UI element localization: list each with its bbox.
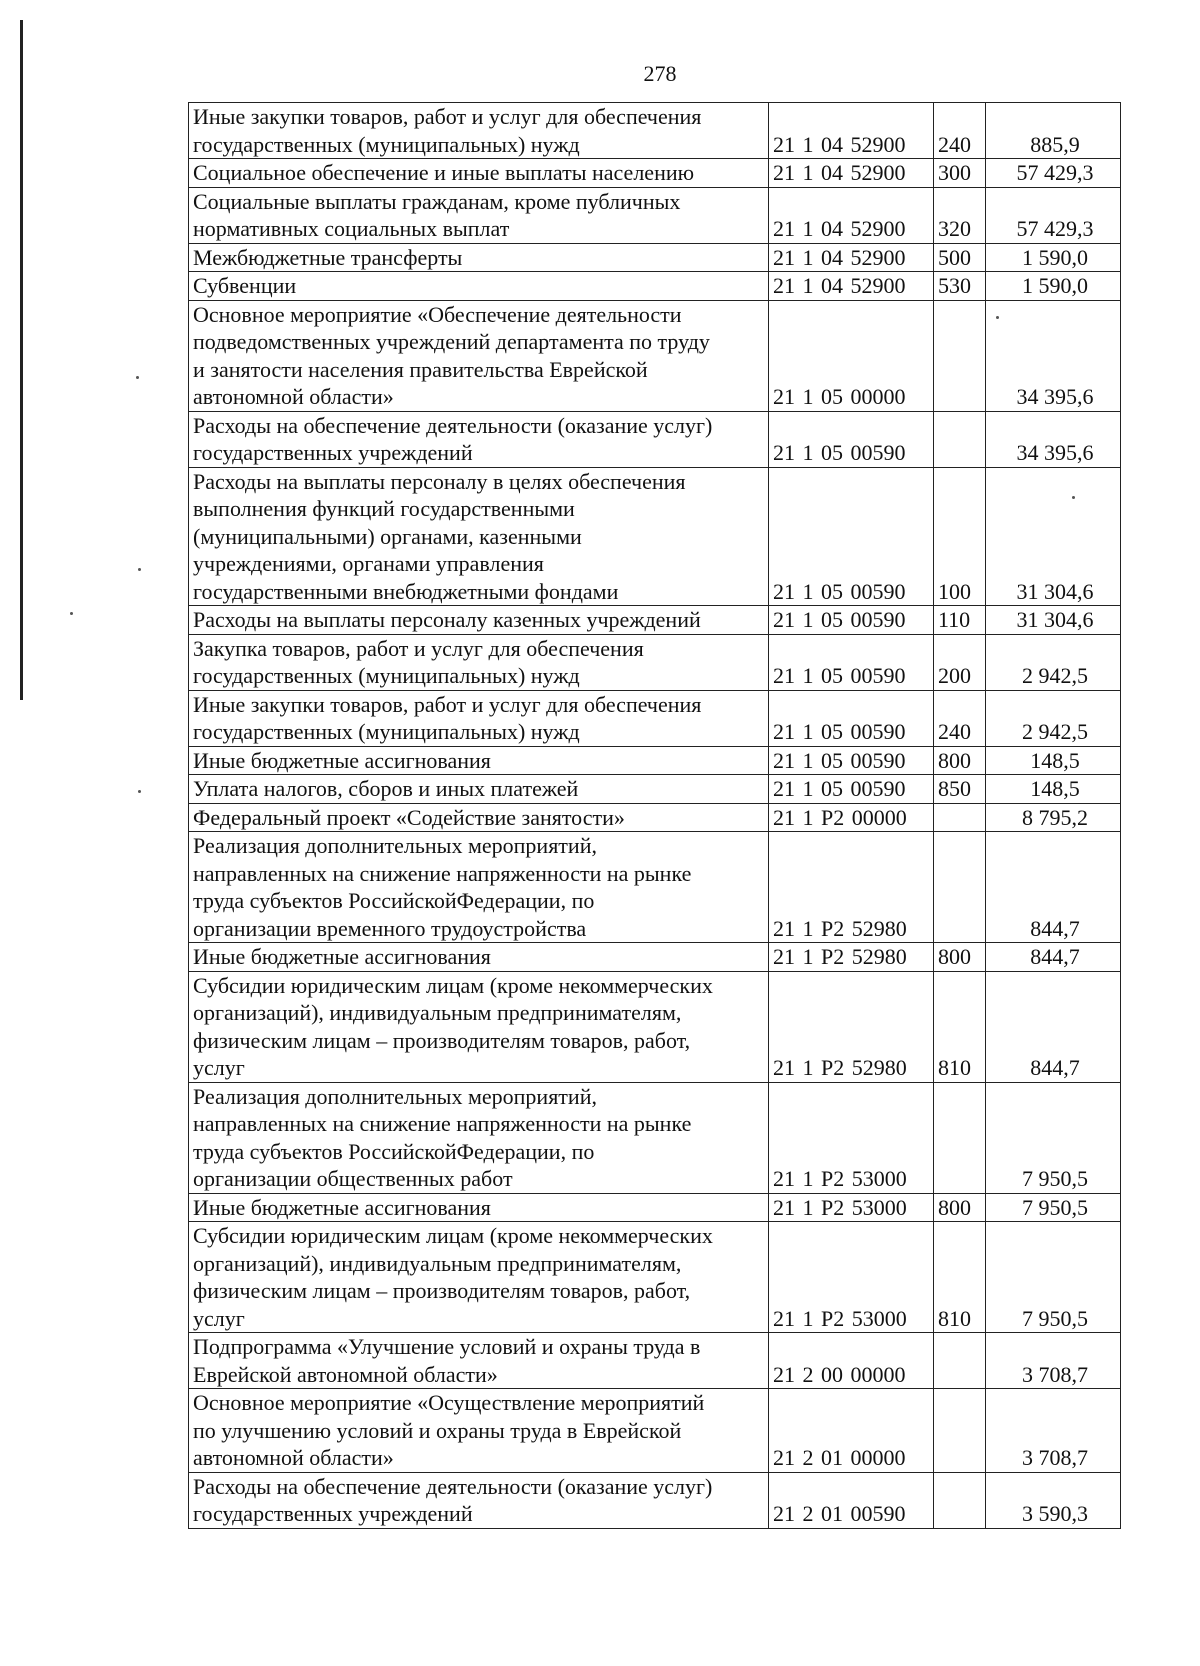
budget-table: [188, 102, 1121, 1529]
table-row: [189, 943, 1121, 972]
target-code-cell: 21 2 00 00000: [769, 1333, 934, 1389]
binder-line: [20, 20, 23, 700]
expense-name-cell: Реализация дополнительных мероприятий, направленных на снижение напряженности на рынке труда субъектов РоссийскойФедерации, по организации общественных работ: [189, 1082, 769, 1193]
target-code-cell: 21 1 05 00590: [769, 467, 934, 606]
expense-name-cell: Основное мероприятие «Обеспечение деятельности подведомственных учреждений департамента по труду и занятости населения правительства Еврейской автономной области»: [189, 300, 769, 411]
amount-cell: 2 942,5: [986, 690, 1121, 746]
target-code-cell: 21 1 P2 52980: [769, 943, 934, 972]
amount-cell: 57 429,3: [986, 159, 1121, 188]
expense-type-cell: 240: [934, 103, 986, 159]
amount-cell: 1 590,0: [986, 243, 1121, 272]
expense-name-cell: Субсидии юридическим лицам (кроме некоммерческих организаций), индивидуальным предпринимателям, физическим лицам – производителям товаров, работ, услуг: [189, 1222, 769, 1333]
expense-type-cell: 530: [934, 272, 986, 301]
expense-type-cell: [934, 1333, 986, 1389]
expense-type-cell: 800: [934, 746, 986, 775]
expense-name-cell: Расходы на выплаты персоналу в целях обеспечения выполнения функций государственными (муниципальными) органами, казенными учреждениями, органами управления государственными внебюджетными фондами: [189, 467, 769, 606]
expense-type-cell: 810: [934, 971, 986, 1082]
table-row: [189, 634, 1121, 690]
target-code-cell: 21 1 05 00590: [769, 634, 934, 690]
target-code-cell: 21 1 05 00000: [769, 300, 934, 411]
table-row: [189, 803, 1121, 832]
target-code-cell: 21 1 P2 00000: [769, 803, 934, 832]
expense-type-cell: 320: [934, 187, 986, 243]
expense-name-cell: Иные бюджетные ассигнования: [189, 746, 769, 775]
table-row: [189, 467, 1121, 606]
scan-speck: [136, 376, 139, 379]
expense-name-cell: Основное мероприятие «Осуществление мероприятий по улучшению условий и охраны труда в Еврейской автономной области»: [189, 1389, 769, 1473]
target-code-cell: 21 1 04 52900: [769, 243, 934, 272]
table-row: [189, 1193, 1121, 1222]
expense-name-cell: Межбюджетные трансферты: [189, 243, 769, 272]
amount-cell: 31 304,6: [986, 467, 1121, 606]
scan-speck: [138, 568, 141, 571]
amount-cell: 844,7: [986, 832, 1121, 943]
table-row: [189, 606, 1121, 635]
target-code-cell: 21 1 05 00590: [769, 411, 934, 467]
target-code-cell: 21 1 05 00590: [769, 746, 934, 775]
table-row: [189, 1082, 1121, 1193]
table-row: [189, 746, 1121, 775]
table-row: [189, 272, 1121, 301]
expense-type-cell: [934, 1389, 986, 1473]
scan-speck: [138, 790, 141, 793]
expense-type-cell: 200: [934, 634, 986, 690]
amount-cell: 2 942,5: [986, 634, 1121, 690]
table-row: [189, 187, 1121, 243]
expense-name-cell: Расходы на выплаты персоналу казенных учреждений: [189, 606, 769, 635]
expense-name-cell: Социальное обеспечение и иные выплаты населению: [189, 159, 769, 188]
expense-type-cell: [934, 1472, 986, 1528]
budget-table-body: [189, 103, 1121, 1529]
expense-name-cell: Иные бюджетные ассигнования: [189, 1193, 769, 1222]
expense-name-cell: Закупка товаров, работ и услуг для обеспечения государственных (муниципальных) нужд: [189, 634, 769, 690]
page-number: 278: [643, 61, 677, 86]
expense-type-cell: 100: [934, 467, 986, 606]
expense-type-cell: 810: [934, 1222, 986, 1333]
expense-type-cell: 800: [934, 943, 986, 972]
target-code-cell: 21 1 04 52900: [769, 187, 934, 243]
expense-name-cell: Подпрограмма «Улучшение условий и охраны труда в Еврейской автономной области»: [189, 1333, 769, 1389]
amount-cell: 7 950,5: [986, 1193, 1121, 1222]
table-row: [189, 1472, 1121, 1528]
scan-speck: [996, 316, 999, 319]
expense-name-cell: Субвенции: [189, 272, 769, 301]
amount-cell: 7 950,5: [986, 1222, 1121, 1333]
target-code-cell: 21 1 05 00590: [769, 775, 934, 804]
amount-cell: 34 395,6: [986, 300, 1121, 411]
expense-type-cell: [934, 832, 986, 943]
target-code-cell: 21 1 P2 53000: [769, 1222, 934, 1333]
expense-type-cell: 110: [934, 606, 986, 635]
expense-type-cell: [934, 411, 986, 467]
amount-cell: 8 795,2: [986, 803, 1121, 832]
expense-name-cell: Иные закупки товаров, работ и услуг для обеспечения государственных (муниципальных) нужд: [189, 103, 769, 159]
table-row: [189, 832, 1121, 943]
expense-name-cell: Федеральный проект «Содействие занятости»: [189, 803, 769, 832]
table-row: [189, 243, 1121, 272]
expense-type-cell: 240: [934, 690, 986, 746]
table-row: [189, 411, 1121, 467]
table-row: [189, 159, 1121, 188]
table-row: [189, 1333, 1121, 1389]
amount-cell: 3 708,7: [986, 1389, 1121, 1473]
expense-name-cell: Иные бюджетные ассигнования: [189, 943, 769, 972]
table-row: [189, 103, 1121, 159]
table-row: [189, 1222, 1121, 1333]
target-code-cell: 21 1 P2 52980: [769, 832, 934, 943]
amount-cell: 57 429,3: [986, 187, 1121, 243]
amount-cell: 844,7: [986, 943, 1121, 972]
target-code-cell: 21 2 01 00590: [769, 1472, 934, 1528]
amount-cell: 34 395,6: [986, 411, 1121, 467]
target-code-cell: 21 1 04 52900: [769, 159, 934, 188]
expense-type-cell: 800: [934, 1193, 986, 1222]
expense-type-cell: [934, 1082, 986, 1193]
table-row: [189, 300, 1121, 411]
target-code-cell: 21 1 P2 52980: [769, 971, 934, 1082]
expense-name-cell: Расходы на обеспечение деятельности (оказание услуг) государственных учреждений: [189, 411, 769, 467]
table-row: [189, 971, 1121, 1082]
target-code-cell: 21 1 P2 53000: [769, 1193, 934, 1222]
amount-cell: 7 950,5: [986, 1082, 1121, 1193]
amount-cell: 3 590,3: [986, 1472, 1121, 1528]
target-code-cell: 21 1 05 00590: [769, 606, 934, 635]
expense-name-cell: Субсидии юридическим лицам (кроме некоммерческих организаций), индивидуальным предпринимателям, физическим лицам – производителям товаров, работ, услуг: [189, 971, 769, 1082]
expense-type-cell: [934, 803, 986, 832]
expense-name-cell: Социальные выплаты гражданам, кроме публичных нормативных социальных выплат: [189, 187, 769, 243]
table-row: [189, 690, 1121, 746]
expense-name-cell: Реализация дополнительных мероприятий, направленных на снижение напряженности на рынке труда субъектов РоссийскойФедерации, по организации временного трудоустройства: [189, 832, 769, 943]
expense-type-cell: 850: [934, 775, 986, 804]
target-code-cell: 21 2 01 00000: [769, 1389, 934, 1473]
amount-cell: 885,9: [986, 103, 1121, 159]
table-row: [189, 775, 1121, 804]
expense-name-cell: Уплата налогов, сборов и иных платежей: [189, 775, 769, 804]
amount-cell: 1 590,0: [986, 272, 1121, 301]
target-code-cell: 21 1 05 00590: [769, 690, 934, 746]
scan-speck: [70, 612, 73, 615]
amount-cell: 844,7: [986, 971, 1121, 1082]
expense-name-cell: Иные закупки товаров, работ и услуг для обеспечения государственных (муниципальных) нужд: [189, 690, 769, 746]
amount-cell: 3 708,7: [986, 1333, 1121, 1389]
expense-name-cell: Расходы на обеспечение деятельности (оказание услуг) государственных учреждений: [189, 1472, 769, 1528]
target-code-cell: 21 1 04 52900: [769, 103, 934, 159]
target-code-cell: 21 1 P2 53000: [769, 1082, 934, 1193]
scan-speck: [1072, 496, 1075, 499]
table-row: [189, 1389, 1121, 1473]
target-code-cell: 21 1 04 52900: [769, 272, 934, 301]
amount-cell: 148,5: [986, 775, 1121, 804]
expense-type-cell: 300: [934, 159, 986, 188]
expense-type-cell: [934, 300, 986, 411]
expense-type-cell: 500: [934, 243, 986, 272]
amount-cell: 31 304,6: [986, 606, 1121, 635]
amount-cell: 148,5: [986, 746, 1121, 775]
